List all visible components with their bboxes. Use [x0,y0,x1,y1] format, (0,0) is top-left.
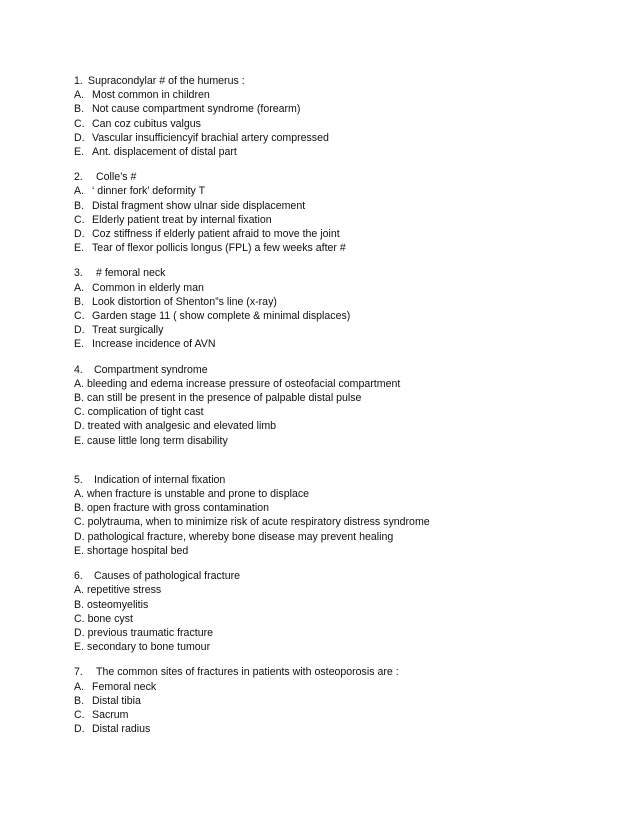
question-title [74,665,594,679]
option-text: Tear of flexor pollicis longus (FPL) a few weeks after # [92,242,346,255]
question-4 [74,363,594,448]
option-label: C. [74,406,85,419]
question-number: 1. [74,75,83,87]
option-text: Common in elderly man [92,281,204,294]
option-c [74,213,594,227]
option-e [74,337,594,351]
question-text: Causes of pathological fracture [94,570,241,583]
option-label: C. [74,516,85,529]
option-label: E. [74,146,85,159]
option-d [74,419,594,433]
option-label: E. [74,242,85,255]
option-text: Distal tibia [92,694,141,707]
question-number: 5. [74,473,83,486]
option-text: Can coz cubitus valgus [92,117,201,130]
option-b [74,295,594,309]
option-text: Coz stiffness if elderly patient afraid to move the joint [92,228,340,241]
option-label: B. [74,295,85,308]
option-label: A. [74,377,85,390]
option-b [74,391,594,405]
option-text: shortage hospital bed [87,544,189,557]
option-label: D. [74,420,85,433]
option-c [74,309,594,323]
option-text: Sacrum [92,708,129,721]
option-text: secondary to bone tumour [87,641,211,654]
option-d [74,227,594,241]
option-label: A. [74,281,85,294]
option-label: B. [74,502,85,515]
option-text: complication of tight cast [87,406,204,419]
option-c [74,515,594,529]
option-c [74,708,594,722]
option-b [74,102,594,116]
question-title [74,74,594,88]
option-a [74,88,594,102]
option-text: Distal radius [92,723,151,736]
question-7 [74,665,594,736]
question-title [74,266,594,280]
option-label: A. [74,584,85,597]
option-label: C. [74,117,85,130]
option-e [74,544,594,558]
option-a [74,487,594,501]
option-d [74,530,594,544]
option-label: D. [74,324,85,337]
question-1 [74,74,594,159]
option-label: E. [74,641,85,654]
option-text: Most common in children [92,89,210,102]
option-text: Not cause compartment syndrome (forearm) [92,103,301,116]
question-number: 2. [74,171,83,184]
option-label: E. [74,544,85,557]
option-a [74,583,594,597]
option-label: A. [74,488,85,501]
option-text: Distal fragment show ulnar side displacement [92,199,306,212]
option-label: B. [74,392,85,405]
option-d [74,323,594,337]
question-3 [74,266,594,351]
option-text: previous traumatic fracture [87,626,214,639]
option-text: Vascular insufficiencyif brachial artery compressed [92,131,329,144]
option-label: A. [74,185,85,198]
option-a [74,680,594,694]
option-text: osteomyelitis [87,598,149,611]
option-label: B. [74,598,85,611]
option-e [74,640,594,654]
question-number: 4. [74,363,83,376]
option-text: can still be present in the presence of palpable distal pulse [87,392,362,405]
option-b [74,694,594,708]
option-text: Look distortion of Shenton”s line (x-ray) [92,295,277,308]
option-e [74,241,594,255]
option-label: D. [74,530,85,543]
option-a [74,184,594,198]
question-title [74,170,594,184]
question-text: Colle’s # [96,171,137,184]
option-e [74,145,594,159]
option-text: Ant. displacement of distal part [92,146,237,159]
option-a [74,377,594,391]
option-text: ‘ dinner fork’ deformity T [92,185,206,198]
option-label: C. [74,310,85,323]
option-text: open fracture with gross contamination [87,502,269,515]
option-label: B. [74,694,85,707]
option-text: Garden stage 11 ( show complete & minimal displaces) [92,310,351,323]
question-title [74,473,594,487]
option-text: bone cyst [87,612,133,625]
question-number: 7. [74,666,83,679]
option-label: C. [74,708,85,721]
option-label: A. [74,680,85,693]
option-b [74,598,594,612]
option-text: Femoral neck [92,680,157,693]
option-c [74,612,594,626]
option-a [74,281,594,295]
question-text: Supracondylar # of the humerus : [88,75,245,87]
question-text: Indication of internal fixation [94,473,226,486]
option-b [74,501,594,515]
option-e [74,434,594,448]
option-label: D. [74,228,85,241]
question-number: 6. [74,570,83,583]
option-d [74,131,594,145]
option-label: B. [74,103,85,116]
option-label: E. [74,338,85,351]
option-text: polytrauma, when to minimize risk of acute respiratory distress syndrome [87,516,430,529]
question-6 [74,569,594,654]
option-label: D. [74,723,85,736]
question-text: # femoral neck [96,267,166,280]
option-d [74,626,594,640]
option-c [74,117,594,131]
question-text: The common sites of fractures in patients with osteoporosis are : [96,666,399,679]
option-text: bleeding and edema increase pressure of osteofacial compartment [87,377,401,390]
option-label: B. [74,199,85,212]
option-label: D. [74,626,85,639]
option-text: when fracture is unstable and prone to displace [87,488,310,501]
option-text: pathological fracture, whereby bone disease may prevent healing [87,530,394,543]
question-5 [74,473,594,558]
option-label: A. [74,89,85,102]
option-c [74,405,594,419]
option-text: cause little long term disability [87,434,228,447]
question-list [74,74,594,736]
option-label: D. [74,131,85,144]
option-label: E. [74,434,85,447]
question-text: Compartment syndrome [94,363,208,376]
question-title [74,363,594,377]
option-text: Increase incidence of AVN [92,338,216,351]
question-title [74,569,594,583]
option-text: Elderly patient treat by internal fixation [92,213,272,226]
option-d [74,722,594,736]
option-text: repetitive stress [87,584,162,597]
question-2 [74,170,594,255]
option-label: C. [74,213,85,226]
option-label: C. [74,612,85,625]
option-b [74,199,594,213]
option-text: Treat surgically [92,324,164,337]
question-number: 3. [74,267,83,280]
option-text: treated with analgesic and elevated limb [87,420,277,433]
